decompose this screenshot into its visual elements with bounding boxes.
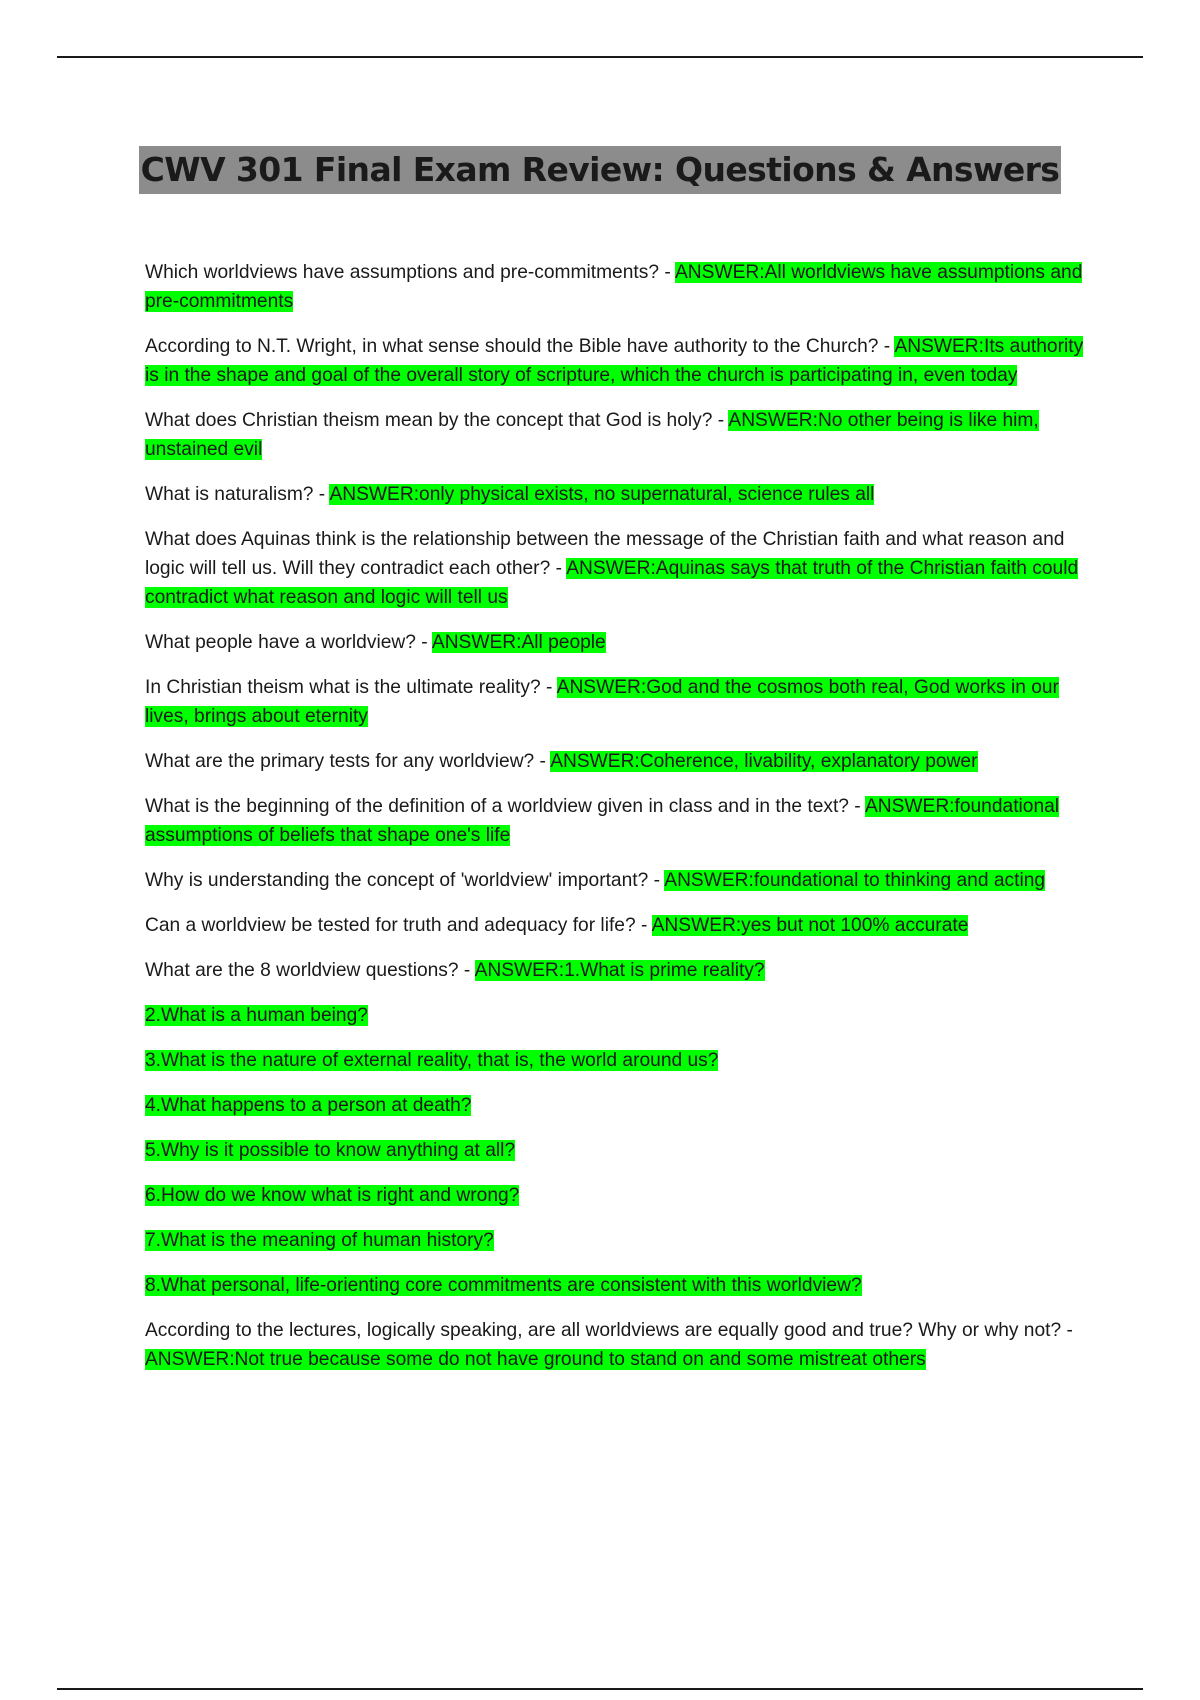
question-text: What does Aquinas think is the relationship between the message of the Christian faith and what reason and logic will tell us. Will they contradict each other? -	[145, 529, 1065, 579]
answer-text: ANSWER:All people	[431, 632, 606, 653]
worldview-question-text: 5.Why is it possible to know anything at all?	[145, 1140, 516, 1161]
worldview-question-item	[145, 1136, 1085, 1165]
question-text: What people have a worldview? -	[145, 632, 432, 653]
worldview-question-text: 2.What is a human being?	[145, 1005, 368, 1026]
question-text: What are the primary tests for any worldview? -	[145, 751, 551, 772]
answer-text: ANSWER:God and the cosmos both real, God works in our lives, brings about eternity	[145, 677, 1059, 727]
qa-item	[145, 480, 1085, 509]
answer-text: ANSWER:Coherence, livability, explanatory power	[550, 751, 978, 772]
question-text: What does Christian theism mean by the concept that God is holy? -	[145, 410, 729, 431]
worldview-question-item	[145, 1271, 1085, 1300]
question-text: According to N.T. Wright, in what sense should the Bible have authority to the Church? -	[145, 336, 895, 357]
worldview-question-text: 8.What personal, life-orienting core commitments are consistent with this worldview?	[145, 1275, 862, 1296]
worldview-question-item	[145, 1226, 1085, 1255]
qa-item	[145, 525, 1085, 612]
qa-item	[145, 332, 1085, 390]
worldview-question-item	[145, 1181, 1085, 1210]
worldview-question-text: 7.What is the meaning of human history?	[145, 1230, 494, 1251]
question-text: Can a worldview be tested for truth and adequacy for life? -	[145, 915, 652, 936]
worldview-question-item	[145, 1091, 1085, 1120]
page-title: CWV 301 Final Exam Review: Questions & Answers	[139, 146, 1062, 194]
qa-item-final	[145, 1316, 1085, 1374]
qa-item	[145, 866, 1085, 895]
qa-item	[145, 628, 1085, 657]
qa-item	[145, 673, 1085, 731]
qa-item	[145, 406, 1085, 464]
worldview-question-item	[145, 1046, 1085, 1075]
qa-list	[145, 258, 1085, 1390]
qa-item	[145, 956, 1085, 985]
worldview-question-text: 6.How do we know what is right and wrong?	[145, 1185, 520, 1206]
header-rule	[57, 56, 1143, 58]
title-container	[0, 146, 1200, 194]
qa-item	[145, 747, 1085, 776]
worldview-question-text: 3.What is the nature of external reality, that is, the world around us?	[145, 1050, 719, 1071]
answer-text: ANSWER:foundational to thinking and acting	[664, 870, 1046, 891]
question-text: According to the lectures, logically speaking, are all worldviews are equally good and true? Why or why not? -	[145, 1320, 1073, 1341]
qa-item	[145, 792, 1085, 850]
answer-text: ANSWER:yes but not 100% accurate	[651, 915, 969, 936]
answer-text: ANSWER:All worldviews have assumptions and pre-commitments	[145, 262, 1083, 312]
question-text: What is naturalism? -	[145, 484, 330, 505]
question-text: Which worldviews have assumptions and pre-commitments? -	[145, 262, 675, 283]
answer-text: ANSWER:No other being is like him, unstained evil	[145, 410, 1039, 460]
qa-item	[145, 258, 1085, 316]
answer-text: ANSWER:1.What is prime reality?	[474, 960, 765, 981]
answer-text: ANSWER:Its authority is in the shape and goal of the overall story of scripture, which the church is participating in, even today	[145, 336, 1084, 386]
answer-text: ANSWER:foundational assumptions of beliefs that shape one's life	[145, 796, 1060, 846]
worldview-question-item	[145, 1001, 1085, 1030]
question-text: What are the 8 worldview questions? -	[145, 960, 475, 981]
answer-text: ANSWER:Aquinas says that truth of the Christian faith could contradict what reason and logic will tell us	[145, 558, 1079, 608]
question-text: Why is understanding the concept of 'worldview' important? -	[145, 870, 665, 891]
question-text: In Christian theism what is the ultimate reality? -	[145, 677, 557, 698]
footer-rule	[57, 1688, 1143, 1690]
qa-item	[145, 911, 1085, 940]
answer-text: ANSWER:only physical exists, no supernatural, science rules all	[329, 484, 875, 505]
worldview-question-text: 4.What happens to a person at death?	[145, 1095, 472, 1116]
answer-text: ANSWER:Not true because some do not have ground to stand on and some mistreat others	[145, 1349, 926, 1370]
question-text: What is the beginning of the definition of a worldview given in class and in the text? -	[145, 796, 865, 817]
